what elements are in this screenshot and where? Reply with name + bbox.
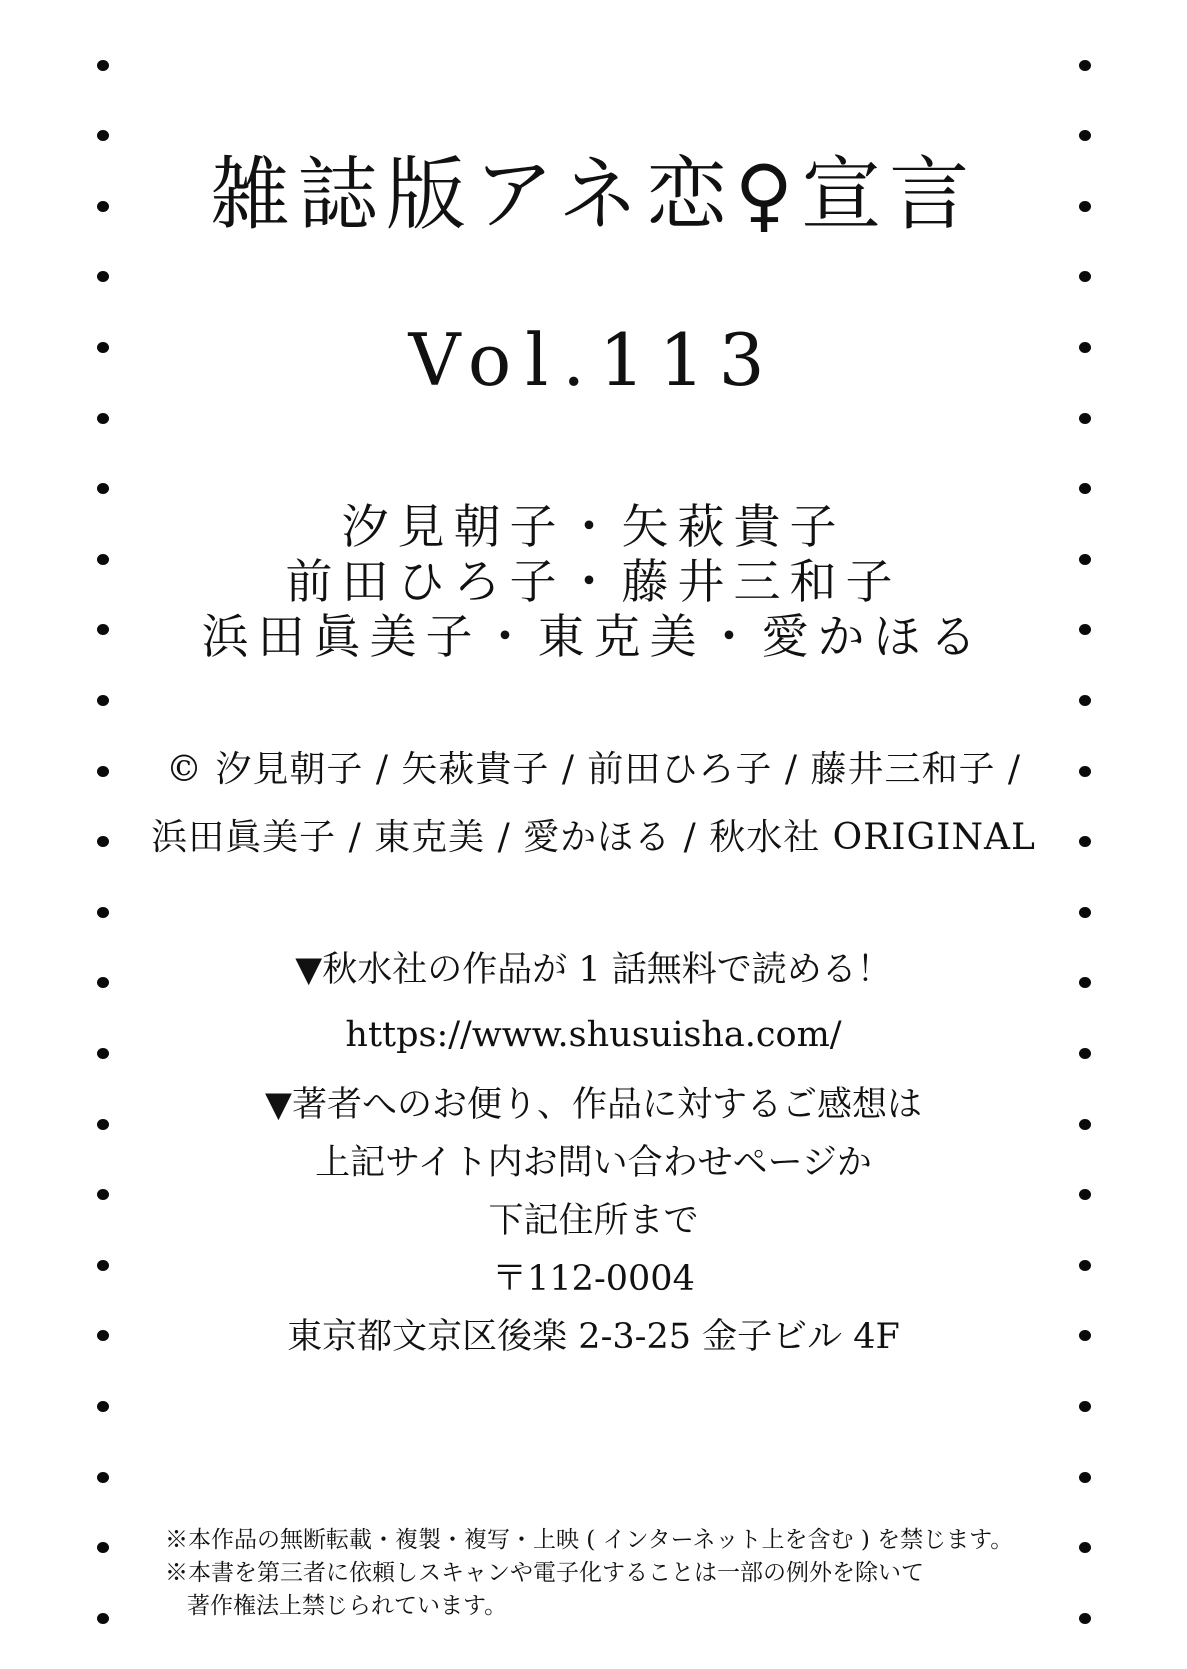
registration-dot: [97, 271, 109, 282]
registration-dot: [97, 483, 109, 494]
copyright-notice: [0, 736, 1187, 872]
free-read-note: ▼秋水社の作品が 1 話無料で読める！: [295, 950, 892, 990]
author-names: [0, 500, 1187, 665]
mailing-address: 東京都文京区後楽 2-3-25 金子ビル 4F: [287, 1317, 900, 1357]
registration-dot: [1079, 1472, 1091, 1483]
legal-notice-line: ※本作品の無断転載・複製・複写・上映 ( インターネット上を含む ) を禁じます。: [165, 1527, 1014, 1553]
contact-note-line: ▼著者へのお便り、作品に対するご感想は: [265, 1085, 922, 1125]
copyright-line: © 汐見朝子 / 矢萩貴子 / 前田ひろ子 / 藤井三和子 /: [165, 749, 1022, 790]
author-line: 前田ひろ子・藤井三和子: [285, 555, 902, 610]
contact-note-line: 上記サイト内お問い合わせページか: [315, 1143, 872, 1183]
registration-dot: [1079, 907, 1091, 918]
website-url: https://www.shusuisha.com/: [345, 1015, 842, 1055]
registration-dot: [1079, 413, 1091, 424]
registration-dot: [1079, 483, 1091, 494]
copyright-line: 浜田眞美子 / 東克美 / 愛かほる / 秋水社 ORIGINAL: [151, 817, 1036, 858]
author-line: 浜田眞美子・東克美・愛かほる: [201, 610, 986, 665]
contact-note-line: 下記住所まで: [488, 1201, 699, 1241]
author-line: 汐見朝子・矢萩貴子: [341, 500, 846, 555]
registration-dot: [97, 130, 109, 141]
registration-dot: [1079, 130, 1091, 141]
registration-dot: [97, 413, 109, 424]
registration-dot: [97, 907, 109, 918]
contact-info: [0, 1076, 1187, 1366]
registration-dot: [97, 1542, 109, 1553]
legal-notice: [165, 1524, 1065, 1623]
page-title: 雑誌版アネ恋♀宣言: [209, 148, 978, 241]
registration-dot: [97, 1401, 109, 1412]
registration-dot: [97, 1613, 109, 1624]
registration-dot: [97, 695, 109, 706]
registration-dot: [1079, 271, 1091, 282]
volume-number: Vol.113: [408, 318, 779, 402]
postal-code: 〒112-0004: [492, 1259, 695, 1299]
registration-dot: [1079, 1613, 1091, 1624]
registration-dot: [97, 60, 109, 71]
registration-dot: [97, 1472, 109, 1483]
registration-dot: [1079, 1401, 1091, 1412]
registration-dot: [1079, 1542, 1091, 1553]
legal-notice-line: ※本書を第三者に依頼しスキャンや電子化することは一部の例外を除いて: [165, 1560, 924, 1586]
registration-dot: [1079, 695, 1091, 706]
legal-notice-line: 著作権法上禁じられています。: [187, 1593, 508, 1619]
registration-dot: [1079, 60, 1091, 71]
